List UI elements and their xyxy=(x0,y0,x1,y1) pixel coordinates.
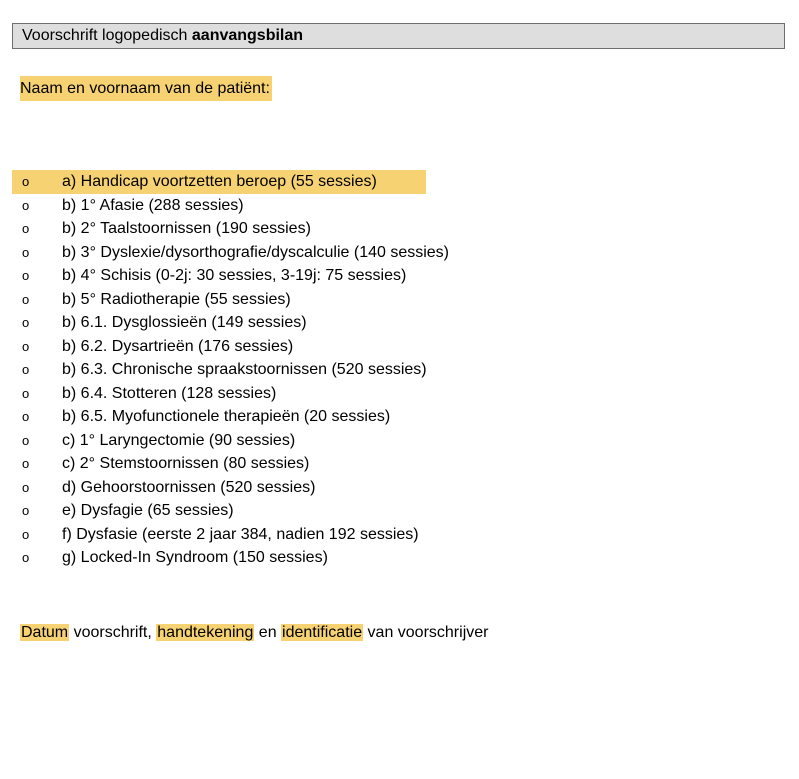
footer-datum: Datum xyxy=(21,624,69,641)
option-label: b) 3° Dyslexie/dysorthografie/dyscalculie (140 sessies) xyxy=(62,243,450,261)
option-item-a-handicap[interactable] xyxy=(12,170,426,194)
option-label: f) Dysfasie (eerste 2 jaar 384, nadien 192 sessies) xyxy=(62,525,419,543)
option-label: d) Gehoorstoornissen (520 sessies) xyxy=(62,478,316,496)
bullet-icon: o xyxy=(22,456,30,471)
prescription-options-list xyxy=(12,170,612,570)
bullet-icon: o xyxy=(22,479,30,495)
option-label: b) 2° Taalstoornissen (190 sessies) xyxy=(62,220,311,237)
option-label: b) 1° Afasie (288 sessies) xyxy=(62,196,244,214)
option-label: b) 4° Schisis (0-2j: 30 sessies, 3-19j: 75 sessies) xyxy=(62,267,407,284)
option-item-b63-spraakstoornissen[interactable] xyxy=(12,358,612,382)
option-label: e) Dysfagie (65 sessies) xyxy=(62,502,234,519)
option-label: b) 6.4. Stotteren (128 sessies) xyxy=(62,384,277,402)
option-item-c2-stemstoornissen[interactable] xyxy=(12,452,612,476)
option-item-b4-schisis[interactable] xyxy=(12,264,612,288)
option-label: a) Handicap voortzetten beroep (55 sessies) xyxy=(62,173,377,190)
prescriber-signature-line xyxy=(20,620,488,645)
bullet-icon: o xyxy=(22,315,30,330)
option-label: b) 6.2. Dysartrieën (176 sessies) xyxy=(62,337,294,355)
bullet-icon: o xyxy=(22,409,30,424)
option-item-b1-afasie[interactable] xyxy=(12,194,612,218)
patient-name-label: Naam en voornaam van de patiënt: xyxy=(20,76,272,101)
bullet-icon: o xyxy=(22,221,30,236)
option-item-f-dysfasie[interactable] xyxy=(12,523,612,547)
bullet-icon: o xyxy=(22,432,30,448)
footer-text-voorschrift: voorschrift, xyxy=(69,624,157,641)
document-title xyxy=(12,23,785,49)
title-bold: aanvangsbilan xyxy=(191,27,304,44)
option-label: g) Locked-In Syndroom (150 sessies) xyxy=(62,549,328,566)
option-label: b) 6.3. Chronische spraakstoornissen (520 sessies) xyxy=(62,361,427,378)
option-item-g-locked-in[interactable] xyxy=(12,546,612,570)
bullet-icon: o xyxy=(22,550,30,565)
option-label: c) 2° Stemstoornissen (80 sessies) xyxy=(62,455,310,472)
option-item-b65-myofunctionele[interactable] xyxy=(12,405,612,429)
bullet-icon: o xyxy=(22,291,30,307)
option-item-b3-dyslexie[interactable] xyxy=(12,241,612,265)
footer-text-en: en xyxy=(254,624,282,641)
bullet-icon: o xyxy=(22,526,30,542)
option-label: c) 1° Laryngectomie (90 sessies) xyxy=(62,431,296,449)
bullet-icon: o xyxy=(22,174,30,189)
title-regular: Voorschrift logopedisch xyxy=(22,27,188,44)
option-item-b64-stotteren[interactable] xyxy=(12,382,612,406)
option-label: b) 6.1. Dysglossieën (149 sessies) xyxy=(62,314,307,331)
option-item-b5-radiotherapie[interactable] xyxy=(12,288,612,312)
option-item-e-dysfagie[interactable] xyxy=(12,499,612,523)
bullet-icon: o xyxy=(22,244,30,260)
footer-identificatie: identificatie xyxy=(282,624,363,641)
option-item-b2-taalstoornissen[interactable] xyxy=(12,217,612,241)
option-label: b) 5° Radiotherapie (55 sessies) xyxy=(62,290,291,308)
bullet-icon: o xyxy=(22,362,30,377)
option-label: b) 6.5. Myofunctionele therapieën (20 sessies) xyxy=(62,408,391,425)
bullet-icon: o xyxy=(22,268,30,283)
footer-text-voorschrijver: van voorschrijver xyxy=(363,624,489,641)
option-item-b61-dysglossieen[interactable] xyxy=(12,311,612,335)
bullet-icon: o xyxy=(22,338,30,354)
option-item-d-gehoorstoornissen[interactable] xyxy=(12,476,612,500)
bullet-icon: o xyxy=(22,197,30,213)
option-item-b62-dysartrieen[interactable] xyxy=(12,335,612,359)
bullet-icon: o xyxy=(22,503,30,518)
option-item-c1-laryngectomie[interactable] xyxy=(12,429,612,453)
bullet-icon: o xyxy=(22,385,30,401)
footer-handtekening: handtekening xyxy=(157,624,254,641)
